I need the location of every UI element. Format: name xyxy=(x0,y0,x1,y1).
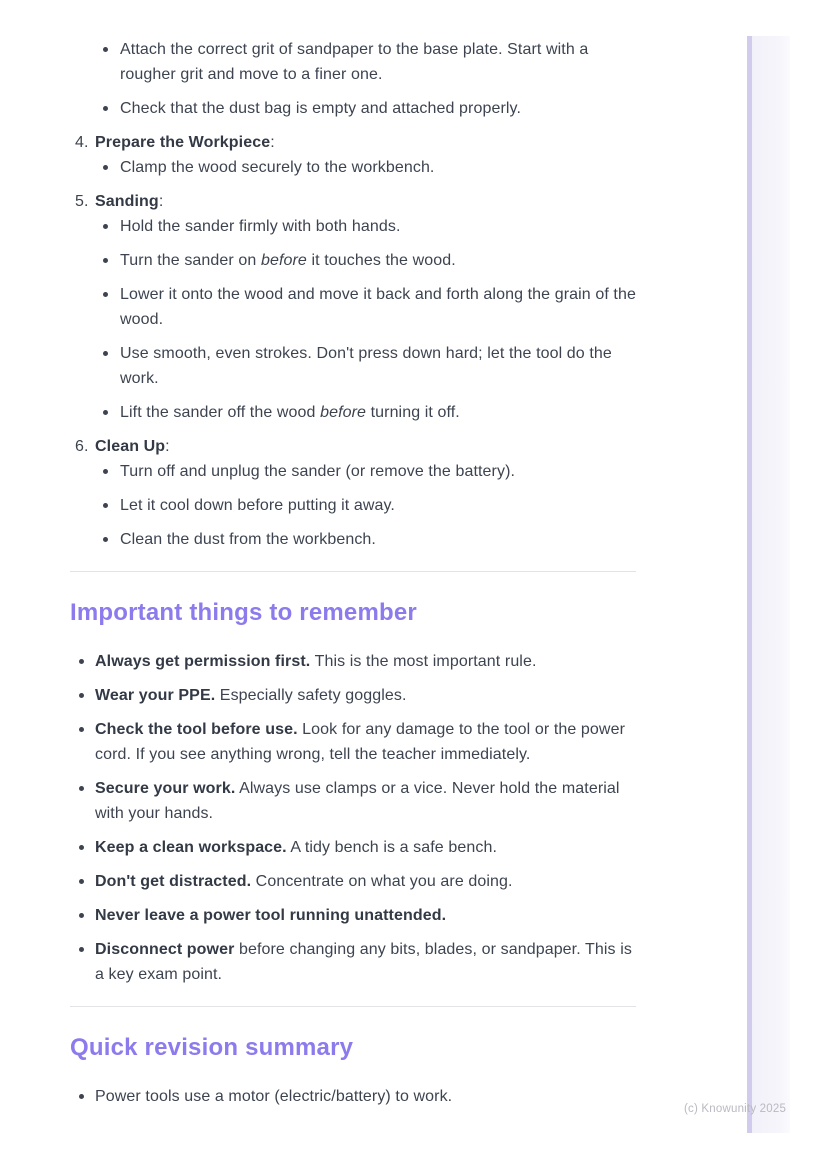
list-item xyxy=(70,96,636,121)
numbered-item-title xyxy=(70,434,636,459)
next-page-edge xyxy=(747,36,790,1133)
item-colon: : xyxy=(165,438,170,455)
text-run: Wear your PPE. xyxy=(95,687,216,704)
bullet-icon xyxy=(103,224,108,229)
text-run: Turn off and unplug the sander (or remove the battery). xyxy=(120,463,516,480)
page-content xyxy=(70,37,636,1118)
item-title: Clean Up xyxy=(95,438,166,455)
list-item xyxy=(70,214,636,239)
numbered-item xyxy=(70,189,636,425)
text-run: Concentrate on what you are doing. xyxy=(251,873,513,890)
text-run: Attach the correct grit of sandpaper to the base plate. Start with a rougher grit and move to a finer one. xyxy=(120,41,589,83)
list-item xyxy=(70,649,636,674)
bullet-icon xyxy=(103,258,108,263)
list-item xyxy=(70,683,636,708)
numbered-item-title xyxy=(70,189,636,214)
bullet-icon xyxy=(103,537,108,542)
bullet-icon xyxy=(103,503,108,508)
text-run: Check that the dust bag is empty and attached properly. xyxy=(120,100,521,117)
bullet-icon xyxy=(103,106,108,111)
text-run: Keep a clean workspace. xyxy=(95,839,287,856)
bullet-icon xyxy=(79,693,84,698)
list-item xyxy=(70,248,636,273)
item-title: Sanding xyxy=(95,193,159,210)
numbered-item xyxy=(70,434,636,552)
sections-container xyxy=(70,571,636,1109)
list-item xyxy=(70,835,636,860)
list-item xyxy=(70,1084,636,1109)
text-run: Clamp the wood securely to the workbench. xyxy=(120,159,435,176)
list-item xyxy=(70,155,636,180)
text-run: Clean the dust from the workbench. xyxy=(120,531,376,548)
list-item xyxy=(70,341,636,391)
list-item xyxy=(70,493,636,518)
list-item xyxy=(70,400,636,425)
bullet-icon xyxy=(79,879,84,884)
list-item xyxy=(70,903,636,928)
intro-bullet-list xyxy=(70,37,636,121)
text-run: before changing any bits, blades, or sandpaper. This is a key exam point. xyxy=(95,941,632,983)
bullet-icon xyxy=(79,786,84,791)
list-item xyxy=(70,282,636,332)
text-run: it touches the wood. xyxy=(306,252,456,269)
text-run: Look for any damage to the tool or the power cord. If you see anything wrong, tell the teacher immediately. xyxy=(95,721,626,763)
bullet-icon xyxy=(103,165,108,170)
text-run: Secure your work. xyxy=(95,780,236,797)
item-colon: : xyxy=(158,193,164,210)
text-run: This is the most important rule. xyxy=(310,653,537,670)
bullet-icon xyxy=(79,1094,84,1099)
bullet-icon xyxy=(103,292,108,297)
text-run: Always get permission first. xyxy=(95,653,311,670)
text-run: A tidy bench is a safe bench. xyxy=(286,839,497,856)
list-item xyxy=(70,459,636,484)
text-run: Lift the sander off the wood xyxy=(120,404,321,421)
list-item xyxy=(70,717,636,767)
text-run: Hold the sander firmly with both hands. xyxy=(120,218,401,235)
text-run: Power tools use a motor (electric/battery) to work. xyxy=(95,1088,453,1105)
section-bullet-list xyxy=(70,1084,636,1109)
section-divider xyxy=(70,1006,636,1007)
text-run: Use smooth, even strokes. Don't press down hard; let the tool do the work. xyxy=(120,345,612,387)
numbered-item-bullets xyxy=(70,155,636,180)
section-divider xyxy=(70,571,636,572)
text-run: Never leave a power tool running unattended. xyxy=(95,907,447,924)
numbered-item-title xyxy=(70,130,636,155)
list-item xyxy=(70,776,636,826)
item-number: 6. xyxy=(75,438,89,455)
section-bullet-list xyxy=(70,649,636,987)
bullet-icon xyxy=(79,659,84,664)
bullet-icon xyxy=(103,351,108,356)
item-colon: : xyxy=(270,134,275,151)
item-title: Prepare the Workpiece xyxy=(95,134,271,151)
list-item xyxy=(70,869,636,894)
list-item xyxy=(70,937,636,987)
text-run: Check the tool before use. xyxy=(95,721,298,738)
bullet-icon xyxy=(103,410,108,415)
bullet-icon xyxy=(79,845,84,850)
numbered-item-bullets xyxy=(70,459,636,552)
section-heading: Quick revision summary xyxy=(70,1034,354,1061)
numbered-item xyxy=(70,130,636,180)
text-run: Always use clamps or a vice. Never hold the material with your hands. xyxy=(95,780,620,822)
section-heading: Important things to remember xyxy=(70,599,417,626)
list-item xyxy=(70,527,636,552)
text-run: Don't get distracted. xyxy=(95,873,252,890)
bullet-icon xyxy=(79,947,84,952)
list-item xyxy=(70,37,636,87)
text-run: turning it off. xyxy=(366,404,460,421)
text-run: Let it cool down before putting it away. xyxy=(120,497,395,514)
bullet-icon xyxy=(79,913,84,918)
text-run: before xyxy=(320,404,367,421)
bullet-icon xyxy=(103,469,108,474)
numbered-item-bullets xyxy=(70,214,636,425)
copyright-watermark: (c) Knowunity 2025 xyxy=(684,1103,787,1115)
bullet-icon xyxy=(103,47,108,52)
text-run: Especially safety goggles. xyxy=(215,687,407,704)
text-run: before xyxy=(260,252,307,269)
text-run: Lower it onto the wood and move it back and forth along the grain of the wood. xyxy=(120,286,636,328)
numbered-list xyxy=(70,130,636,552)
text-run: Turn the sander on xyxy=(120,252,261,269)
item-number: 4. xyxy=(75,134,89,151)
bullet-icon xyxy=(79,727,84,732)
text-run: Disconnect power xyxy=(95,941,235,958)
item-number: 5. xyxy=(75,193,89,210)
